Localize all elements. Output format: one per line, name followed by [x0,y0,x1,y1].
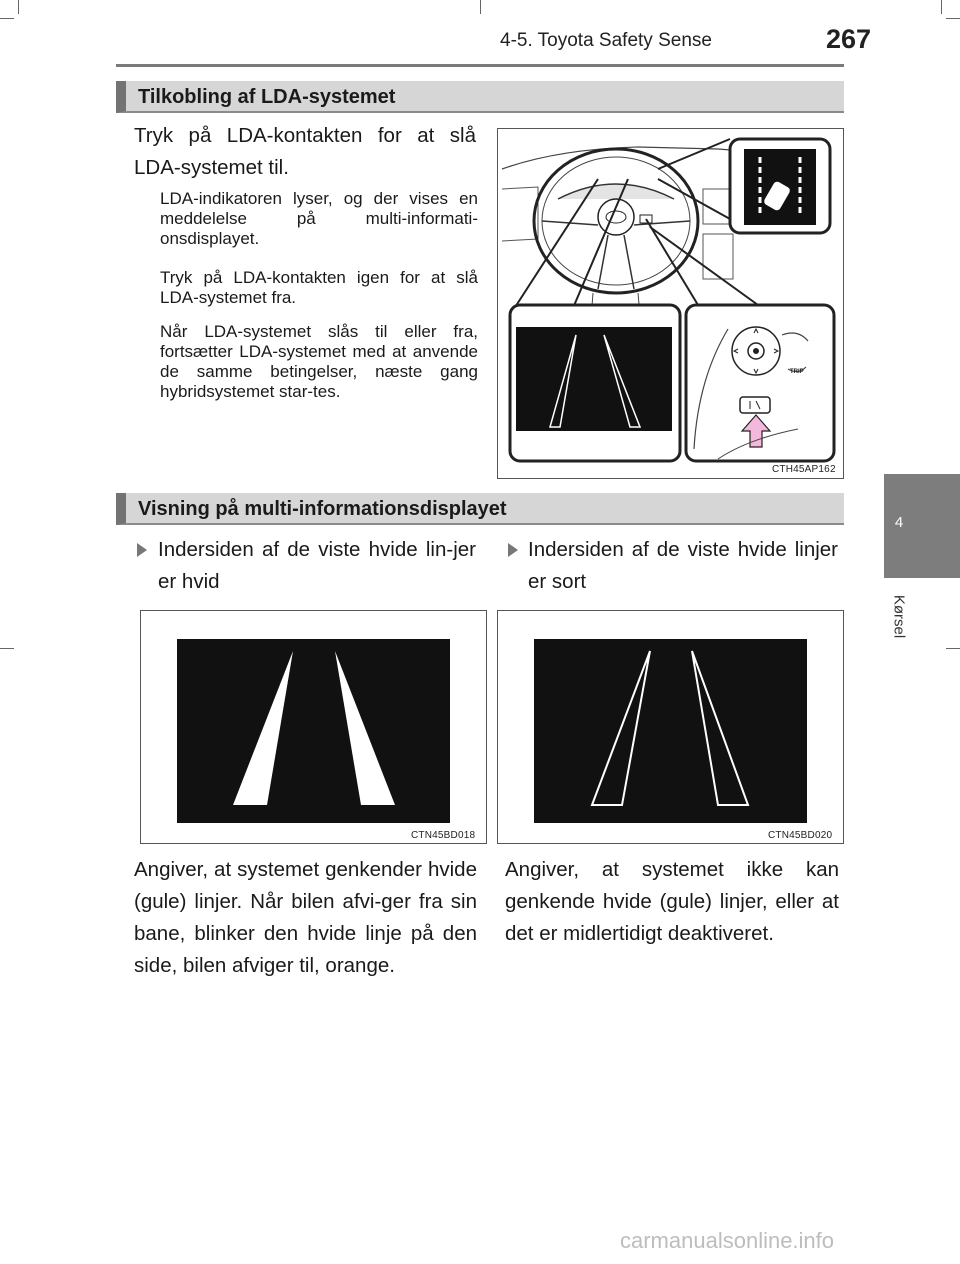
chapter-label: Kørsel [890,594,908,639]
figure-code: CTN45BD020 [768,830,833,841]
note-text: LDA-indikatoren lyser, og der vises en meddelelse på multi-informati-onsdisplayet. [160,189,478,248]
display-heading: Indersiden af de viste hvide lin-jer er hvid [158,538,476,593]
bullet-triangle-icon [508,543,518,557]
section-title-bar [116,493,844,525]
display-figure-outline-lines [497,610,844,844]
chapter-number: 4 [894,514,904,531]
watermark: carmanualsonline.info [620,1228,835,1253]
trip-button-label: TRIP [790,369,804,375]
crop-mark [480,0,481,14]
header-rule [116,64,844,67]
section-title: Visning på multi-informationsdisplayet [138,498,507,520]
crop-mark [946,648,960,649]
note-text: Når LDA-systemet slås til eller fra, fortsætter LDA-systemet med at anvende de samme betingelser, næste gang hybridsystemet star-tes. [160,322,478,401]
header-title: 4-5. Toyota Safety Sense [500,30,712,51]
display-figure-white-lines [140,610,487,844]
crop-mark [946,18,960,19]
note-text: Tryk på LDA-kontakten igen for at slå LDA-systemet fra. [160,268,478,307]
steering-wheel-figure [497,128,844,479]
lane-lines-outline [534,639,807,823]
display-caption: Angiver, at systemet genkender hvide (gule) linjer. Når bilen afvi-ger fra sin bane, blinker den hvide linje på den side, bilen afviger til, orange. [134,858,477,977]
crop-mark [0,18,14,19]
display-screen [534,639,807,823]
page-number: 267 [826,24,872,54]
lane-lines-white [177,639,450,823]
bullet-triangle-icon [137,543,147,557]
instruction-text: Tryk på LDA-kontakten for at slå LDA-systemet til. [134,124,476,179]
section-title: Tilkobling af LDA-systemet [138,86,396,108]
crop-mark [941,0,942,14]
display-screen [177,639,450,823]
chapter-label-container [884,578,914,658]
section-title-bar [116,81,844,113]
figure-code: CTN45BD018 [411,830,476,841]
display-caption: Angiver, at systemet ikke kan genkende hvide (gule) linjer, eller at det er midlertidigt deaktiveret. [505,858,839,945]
chapter-tab [884,474,960,578]
steering-wheel-illustration [498,129,843,478]
crop-mark [0,648,14,649]
display-heading: Indersiden af de viste hvide linjer er sort [528,538,838,593]
crop-mark [18,0,19,14]
figure-code: CTH45AP162 [772,464,836,475]
